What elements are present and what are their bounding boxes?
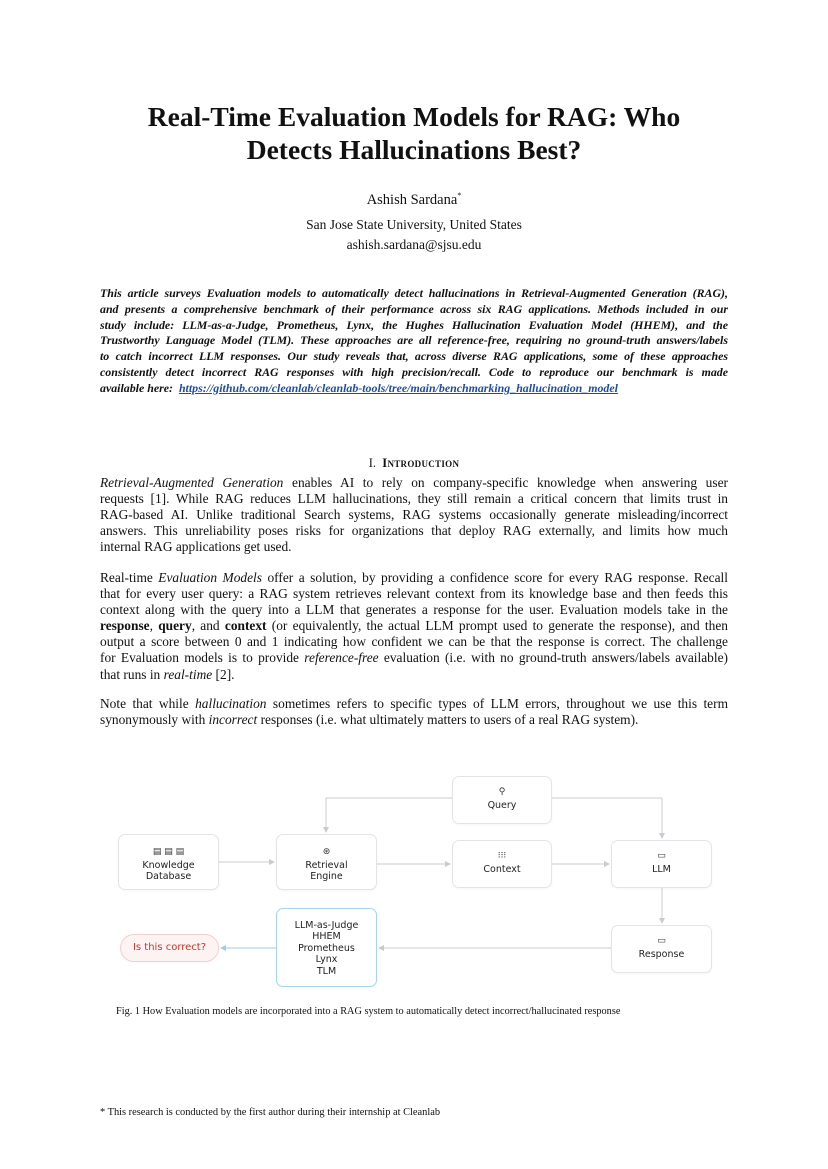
knowledge-database-node <box>118 834 219 890</box>
chat-icon: ▭ <box>657 936 666 946</box>
abstract-line: This article surveys Evaluation models to automatically detect hallucinations in Retrieval-Augmented Generation (RAG), <box>100 286 728 300</box>
node-label: Knowledge <box>142 860 195 871</box>
emphasis: Evaluation Models <box>158 570 262 585</box>
bold-term: context <box>224 618 267 634</box>
text-line <box>100 667 728 683</box>
node-label: Retrieval <box>305 860 348 871</box>
node-label: Response <box>638 949 685 960</box>
section-heading <box>0 456 828 471</box>
evaluator-label: HHEM <box>312 931 341 943</box>
text-line <box>100 570 728 586</box>
text: enables AI to rely on company-specific knowledge when answering user <box>283 475 728 490</box>
section-title: Introduction <box>382 456 460 470</box>
gear-icon: ⊛ <box>322 847 331 857</box>
emphasis: real-time <box>163 666 213 682</box>
text: [2]. <box>212 666 235 682</box>
text: for Evaluation models is to provide <box>100 650 305 666</box>
text: synonymously with <box>100 712 209 728</box>
figure-caption: Fig. 1 How Evaluation models are incorporated into a RAG system to automatically detect incorrect/hallucinated response <box>116 1006 621 1017</box>
query-node <box>452 776 552 824</box>
node-label: LLM <box>652 864 671 875</box>
text: (or equivalently, the actual LLM prompt used to generate the response), and then <box>266 618 728 634</box>
text: responses (i.e. what ultimately matters to users of a real RAG system). <box>257 712 639 728</box>
node-label: Engine <box>310 871 343 882</box>
retrieval-engine-node <box>276 834 377 890</box>
intro-paragraph-1 <box>100 475 728 555</box>
text-line: requests [1]. While RAG reduces LLM hallucinations, they still remain a critical concern that limits trust in <box>100 491 728 507</box>
paper-title <box>80 100 748 166</box>
code-repository-link[interactable]: https://github.com/cleanlab/cleanlab-tools/tree/main/benchmarking_hallucination_model <box>178 380 618 395</box>
bold-term: query <box>158 618 192 634</box>
abstract-line: and presents a comprehensive benchmark of their performance across six RAG applications. Methods included in our <box>100 301 728 316</box>
text: Note that while <box>100 696 196 711</box>
text: offer a solution, by providing a confidence score for every RAG response. Recall <box>261 570 728 585</box>
author-footnote-mark: * <box>457 191 462 200</box>
evaluator-label: LLM-as-Judge <box>294 920 359 931</box>
text: that runs in <box>100 666 164 682</box>
text-line: context along with the query into a LLM that generates a response for the user. Evaluation models take in the <box>100 602 728 618</box>
text: evaluation (i.e. with no ground-truth answers/labels available) <box>378 650 728 666</box>
abstract-line <box>100 381 728 397</box>
intro-paragraph-3 <box>100 696 728 728</box>
llm-node <box>611 840 712 888</box>
node-label: Context <box>483 864 521 875</box>
chat-icon: ▭ <box>657 851 666 861</box>
evaluator-label: TLM <box>316 965 337 977</box>
abstract-line: Trustworthy Language Model (TLM). These approaches are all reference-free, requiring no ground-truth answers/labels <box>100 333 728 348</box>
arrow-query-to-llm <box>552 798 662 838</box>
author-line <box>0 191 828 209</box>
text-line: internal RAG applications get used. <box>100 539 292 555</box>
emphasis: Retrieval-Augmented Generation <box>100 475 284 490</box>
footnote: * This research is conducted by the first author during their internship at Cleanlab <box>100 1107 441 1118</box>
evaluation-models-node <box>276 908 377 987</box>
is-this-correct-node: Is this correct? <box>120 934 219 962</box>
abstract-line: to catch incorrect LLM responses. Our study reveals that, across diverse RAG applications, some of these approaches <box>100 349 728 364</box>
text-line: answers. This unreliability poses risks for organizations that deploy RAG externally, and limits how much <box>100 523 728 539</box>
bold-term: response <box>100 618 150 634</box>
text-line <box>100 696 728 712</box>
author-name: Ashish Sardana <box>366 191 458 208</box>
text-line: that for every user query: a RAG system retrieves relevant context from its knowledge base and then feeds this <box>100 586 728 602</box>
author-email: ashish.sardana@sjsu.edu <box>346 237 482 252</box>
node-label: Database <box>145 871 192 882</box>
evaluator-label: Prometheus <box>298 942 355 954</box>
abstract-link-prefix: available here: <box>100 380 173 395</box>
intro-paragraph-2 <box>100 570 728 683</box>
title-line-2: Detects Hallucinations Best? <box>246 134 582 165</box>
evaluator-label: Lynx <box>315 954 338 966</box>
text-line <box>100 618 728 634</box>
title-line-1: Real-Time Evaluation Models for RAG: Who <box>147 101 681 132</box>
abstract <box>100 286 728 397</box>
text: , <box>149 618 159 634</box>
section-number: I. <box>368 456 377 470</box>
author-affiliation: San Jose State University, United States <box>306 217 522 232</box>
emphasis: reference-free <box>304 650 379 666</box>
node-label: Query <box>487 800 517 811</box>
text: , and <box>191 618 225 634</box>
response-node <box>611 925 712 973</box>
emphasis: incorrect <box>208 712 258 728</box>
emphasis: hallucination <box>195 696 267 711</box>
grid-icon: ⁝⁝⁝ <box>497 851 507 861</box>
context-node <box>452 840 552 888</box>
database-icon: ▤ ▤ ▤ <box>152 847 185 857</box>
text: Real-time <box>100 570 159 585</box>
text-line <box>100 650 728 666</box>
text-line: RAG-based AI. Unlike traditional Search systems, RAG systems occasionally generate misleading/incorrect <box>100 507 728 523</box>
text-line: output a score between 0 and 1 indicating how confident we can be that the response is correct. The challenge <box>100 634 728 650</box>
abstract-line: study include: LLM-as-a-Judge, Prometheus, Lynx, the Hughes Hallucination Evaluation Model (HHEM), and the <box>100 317 728 332</box>
text: sometimes refers to specific types of LLM errors, throughout we use this term <box>266 696 729 711</box>
abstract-line: consistently detect incorrect RAG responses with high precision/recall. Code to reproduce our benchmark is made <box>100 364 728 379</box>
text-line <box>100 712 728 728</box>
arrow-query-to-retrieval <box>326 798 452 832</box>
rag-pipeline-figure <box>100 770 728 1000</box>
user-icon: ⚲ <box>498 787 506 797</box>
